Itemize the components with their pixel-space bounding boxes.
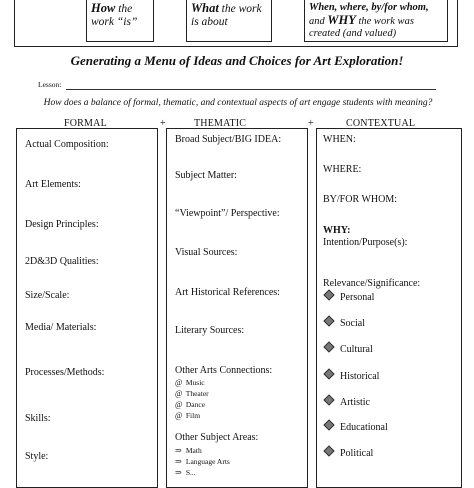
formal-item: Art Elements:: [25, 179, 81, 190]
why-label: WHY:: [323, 225, 351, 236]
diamond-icon: [323, 394, 334, 405]
header-plus-1: +: [160, 118, 166, 129]
thematic-item: Subject Matter:: [175, 170, 237, 181]
relevance-item: Artistic: [325, 396, 370, 408]
page-title: Generating a Menu of Ideas and Choices for Art Exploration!: [70, 53, 404, 68]
diamond-icon: [323, 368, 334, 379]
formal-item: Style:: [25, 451, 49, 462]
thematic-column: [166, 128, 308, 488]
byfor-label: BY/FOR WHOM:: [323, 194, 397, 205]
header-thematic: THEMATIC: [194, 118, 247, 129]
formal-item: Skills:: [25, 413, 51, 424]
contextual-column: [316, 128, 462, 488]
subject-area-math: ⇒ Math: [175, 446, 202, 455]
formal-item: Media/ Materials:: [25, 322, 97, 333]
diamond-icon: [323, 289, 334, 300]
thematic-item: Other Subject Areas:: [175, 432, 259, 443]
arts-connection-theater: @ Theater: [175, 389, 209, 398]
formal-column: [16, 128, 158, 488]
double-arrow-icon: ⇒: [175, 446, 182, 455]
formal-item: Actual Composition:: [25, 139, 109, 150]
at-sign-icon: @: [175, 389, 183, 398]
relevance-item: Historical: [325, 370, 379, 382]
diamond-icon: [323, 445, 334, 456]
diamond-icon: [323, 419, 334, 430]
thematic-item: Broad Subject/BIG IDEA:: [175, 134, 282, 145]
what-box: What the work is about: [186, 0, 272, 42]
where-label: WHERE:: [323, 164, 362, 175]
arts-connection-music: @ Music: [175, 378, 205, 387]
at-sign-icon: @: [175, 411, 183, 420]
at-sign-icon: @: [175, 400, 183, 409]
relevance-item: Cultural: [325, 343, 373, 355]
subject-area-language-arts: ⇒ Language Arts: [175, 457, 230, 466]
relevance-item: Educational: [325, 421, 388, 433]
double-arrow-icon: ⇒: [175, 468, 182, 477]
thematic-item: Art Historical References:: [175, 287, 280, 298]
header-plus-2: +: [308, 118, 314, 129]
arts-connection-film: @ Film: [175, 411, 201, 420]
thematic-item: Other Arts Connections:: [175, 365, 273, 376]
thematic-item: “Viewpoint”/ Perspective:: [175, 208, 280, 219]
thematic-item: Visual Sources:: [175, 247, 238, 258]
relevance-item: Political: [325, 447, 373, 459]
how-box: How the work “is”: [86, 0, 154, 42]
relevance-item: Personal: [325, 291, 374, 303]
lesson-label: Lesson:: [38, 80, 62, 89]
header-formal: FORMAL: [64, 118, 107, 129]
intention-label: Intention/Purpose(s):: [323, 237, 408, 248]
thematic-item: Literary Sources:: [175, 325, 245, 336]
double-arrow-icon: ⇒: [175, 457, 182, 466]
header-contextual: CONTEXTUAL: [346, 118, 416, 129]
at-sign-icon: @: [175, 378, 183, 387]
diamond-icon: [323, 315, 334, 326]
formal-item: Processes/Methods:: [25, 367, 105, 378]
when-label: WHEN:: [323, 134, 356, 145]
arts-connection-dance: @ Dance: [175, 400, 206, 409]
lesson-line: [66, 89, 436, 90]
diamond-icon: [323, 341, 334, 352]
relevance-label: Relevance/Significance:: [323, 278, 421, 289]
relevance-item: Social: [325, 317, 365, 329]
guiding-question: How does a balance of formal, thematic, and contextual aspects of art engage students with meaning?: [43, 98, 433, 108]
subject-area-more: ⇒ S...: [175, 468, 196, 477]
formal-item: 2D&3D Qualities:: [25, 256, 99, 267]
formal-item: Design Principles:: [25, 219, 99, 230]
formal-item: Size/Scale:: [25, 290, 70, 301]
context-box: When, where, by/for whom, and WHY the work was created (and valued): [304, 0, 448, 42]
